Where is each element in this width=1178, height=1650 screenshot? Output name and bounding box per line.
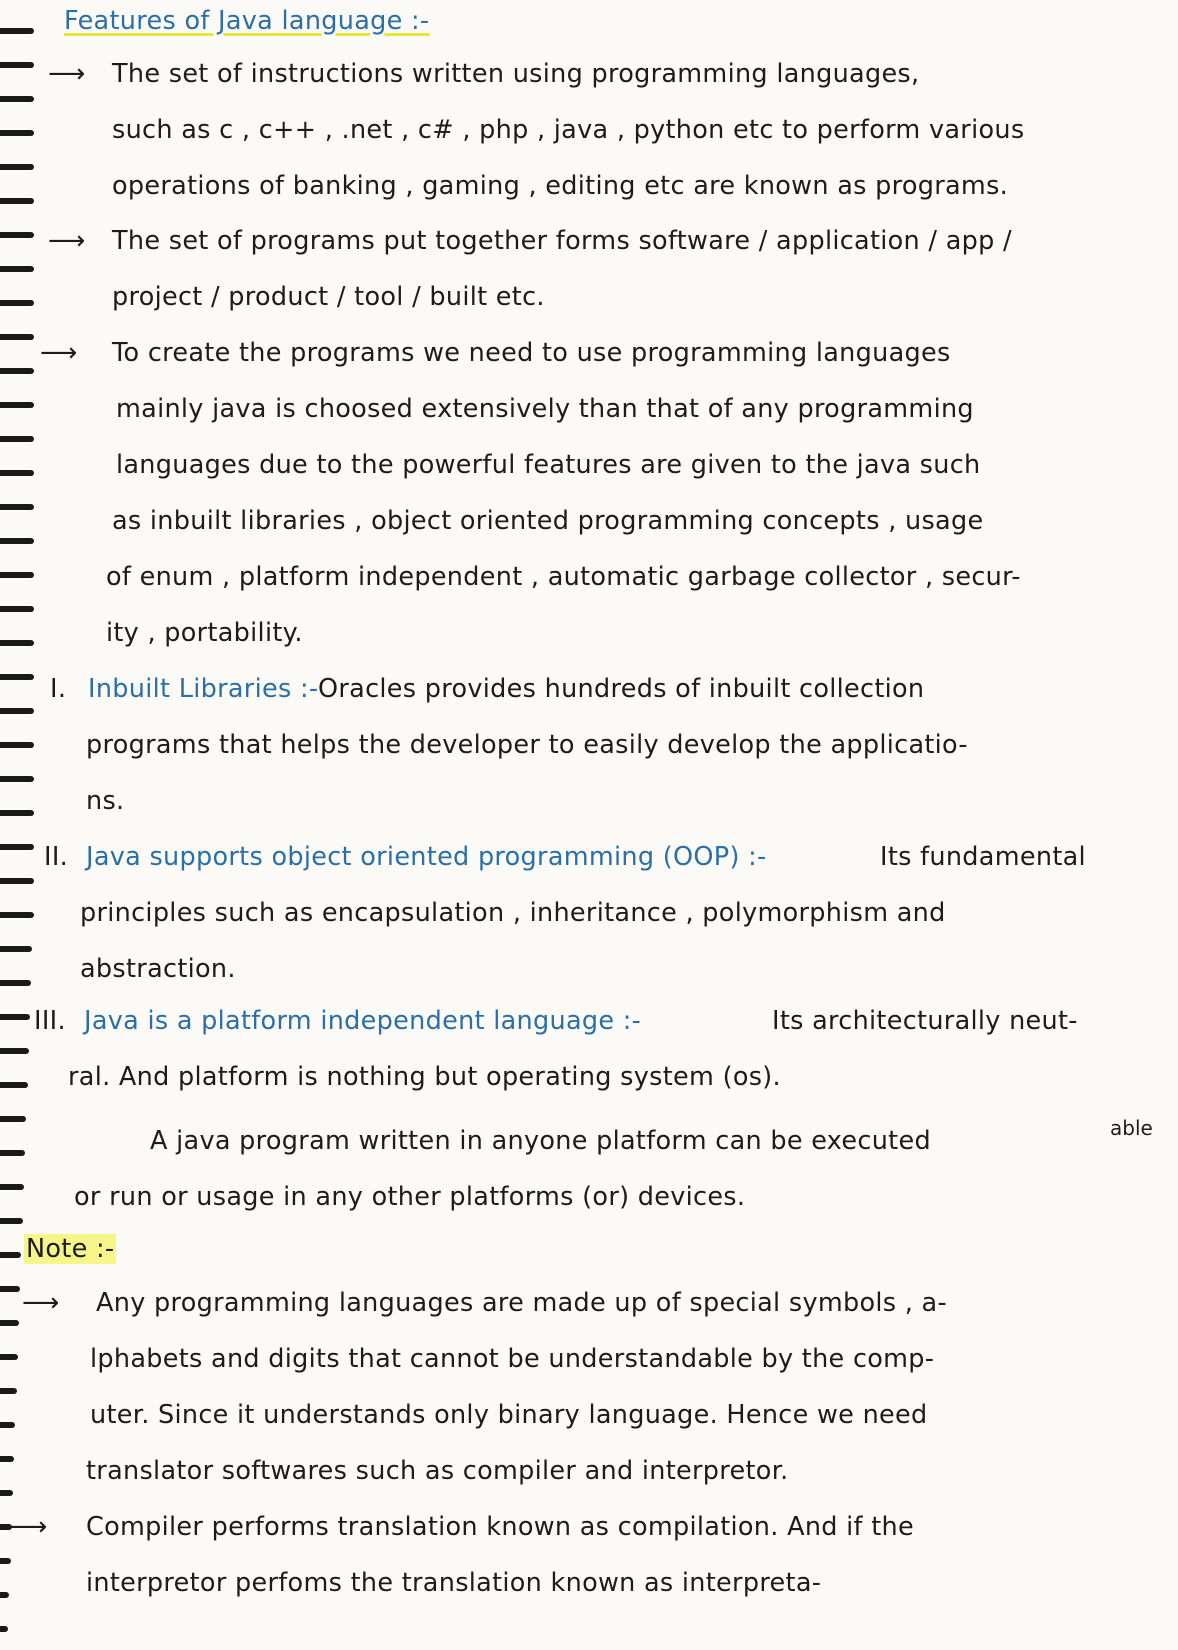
spiral-ring <box>0 368 34 374</box>
point-continuation: abstraction. <box>80 954 236 984</box>
intro-line: mainly java is choosed extensively than that of any programming <box>116 394 974 424</box>
spiral-ring <box>0 28 34 34</box>
spiral-ring <box>0 742 34 748</box>
point-continuation: principles such as encapsulation , inheritance , polymorphism and <box>80 898 946 928</box>
spiral-ring <box>0 300 34 306</box>
point-text: Its architecturally neut- <box>772 1006 1078 1036</box>
spiral-ring <box>0 96 34 102</box>
intro-line: languages due to the powerful features are given to the java such <box>116 450 981 480</box>
spiral-ring <box>0 1422 15 1428</box>
note-arrow: ⟶ <box>10 1512 48 1542</box>
intro-arrow: ⟶ <box>48 226 86 256</box>
note-label <box>24 1232 116 1266</box>
spiral-ring <box>0 62 34 68</box>
spiral-ring <box>0 436 34 442</box>
note-label-text: Note :- <box>26 1234 115 1264</box>
point-heading: Java supports object oriented programming (OOP) :- <box>86 842 767 872</box>
note-line: interpretor perfoms the translation known as interpreta- <box>86 1568 822 1598</box>
point-number: III. <box>34 1006 66 1036</box>
intro-line: operations of banking , gaming , editing etc are known as programs. <box>112 171 1009 201</box>
spiral-ring <box>0 1014 30 1020</box>
page-title: Features of Java language :- <box>64 6 430 36</box>
point-continuation: ns. <box>86 786 125 816</box>
spiral-ring <box>0 674 34 680</box>
spiral-ring <box>0 1116 26 1122</box>
spiral-ring <box>0 1490 13 1496</box>
spiral-ring <box>0 1048 29 1054</box>
intro-line: The set of programs put together forms software / application / app / <box>112 226 1012 256</box>
spiral-ring <box>0 844 34 850</box>
spiral-ring <box>0 1558 11 1564</box>
point-text: Its fundamental <box>880 842 1086 872</box>
spiral-ring <box>0 1354 18 1360</box>
point-heading: Inbuilt Libraries :- <box>88 674 319 704</box>
spiral-ring <box>0 1218 23 1224</box>
spiral-ring <box>0 198 34 204</box>
spiral-ring <box>0 1388 17 1394</box>
spiral-ring <box>0 640 34 646</box>
point-number: II. <box>44 842 69 872</box>
spiral-ring <box>0 708 34 714</box>
spiral-ring <box>0 266 34 272</box>
spiral-ring <box>0 1184 24 1190</box>
spiral-ring <box>0 130 34 136</box>
note-line: translator softwares such as compiler and interpretor. <box>86 1456 789 1486</box>
spiral-ring <box>0 1252 21 1258</box>
note-line: Compiler performs translation known as compilation. And if the <box>86 1512 914 1542</box>
spiral-ring <box>0 980 31 986</box>
spiral-ring <box>0 606 34 612</box>
point-text: Oracles provides hundreds of inbuilt collection <box>318 674 925 704</box>
intro-line: ity , portability. <box>106 618 303 648</box>
intro-line: To create the programs we need to use programming languages <box>112 338 951 368</box>
spiral-ring <box>0 1592 9 1598</box>
intro-line: The set of instructions written using programming languages, <box>112 59 920 89</box>
point-continuation: programs that helps the developer to easily develop the applicatio- <box>86 730 968 760</box>
point-number: I. <box>50 674 67 704</box>
spiral-ring <box>0 1626 8 1632</box>
note-arrow: ⟶ <box>22 1288 60 1318</box>
spiral-ring <box>0 334 34 340</box>
spiral-binding <box>0 0 44 1650</box>
able-insertion: able <box>1110 1116 1153 1140</box>
spiral-ring <box>0 776 34 782</box>
spiral-ring <box>0 164 34 170</box>
spiral-ring <box>0 232 34 238</box>
intro-line: project / product / tool / built etc. <box>112 282 545 312</box>
note-line: lphabets and digits that cannot be understandable by the comp- <box>90 1344 935 1374</box>
spiral-ring <box>0 1286 20 1292</box>
java-paragraph-line: or run or usage in any other platforms (or) devices. <box>74 1182 746 1212</box>
spiral-ring <box>0 878 34 884</box>
note-line: Any programming languages are made up of special symbols , a- <box>96 1288 947 1318</box>
intro-line: as inbuilt libraries , object oriented programming concepts , usage <box>112 506 984 536</box>
spiral-ring <box>0 402 34 408</box>
java-paragraph-line: A java program written in anyone platform can be executed <box>150 1126 931 1156</box>
point-heading: Java is a platform independent language :- <box>84 1006 642 1036</box>
spiral-ring <box>0 810 34 816</box>
note-line: uter. Since it understands only binary language. Hence we need <box>90 1400 928 1430</box>
spiral-ring <box>0 1320 19 1326</box>
intro-arrow: ⟶ <box>40 338 78 368</box>
spiral-ring <box>0 912 34 918</box>
spiral-ring <box>0 1456 14 1462</box>
intro-line: such as c , c++ , .net , c# , php , java , python etc to perform various <box>112 115 1025 145</box>
intro-line: of enum , platform independent , automatic garbage collector , secur- <box>106 562 1021 592</box>
spiral-ring <box>0 1082 28 1088</box>
spiral-ring <box>0 1150 25 1156</box>
spiral-ring <box>0 538 34 544</box>
spiral-ring <box>0 572 34 578</box>
spiral-ring <box>0 504 34 510</box>
spiral-ring <box>0 470 34 476</box>
intro-arrow: ⟶ <box>48 59 86 89</box>
point-continuation: ral. And platform is nothing but operating system (os). <box>68 1062 781 1092</box>
spiral-ring <box>0 946 32 952</box>
